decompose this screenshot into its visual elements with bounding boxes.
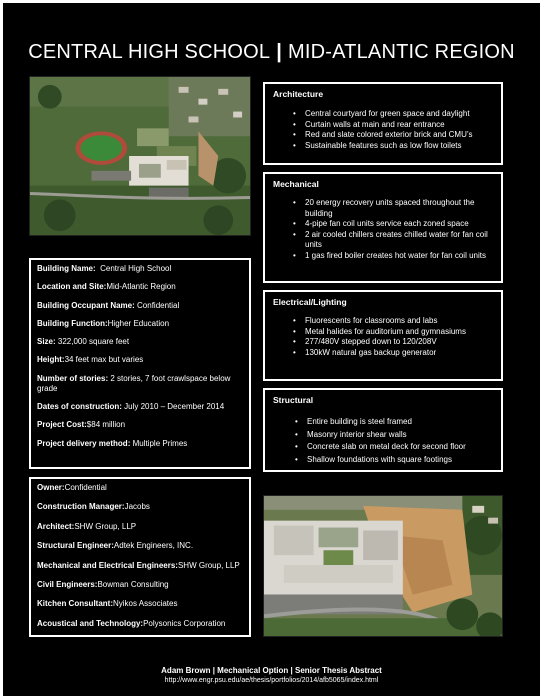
info-row: Location and Site:Mid-Atlantic Region: [37, 282, 176, 292]
list-item: • 277/480V stepped down to 120/208V: [305, 337, 493, 348]
list-item: • Curtain walls at main and rear entrance: [305, 120, 493, 131]
info-row: Height:34 feet max but varies: [37, 355, 144, 365]
building-info-box: [29, 258, 251, 469]
team-row: Construction Manager:Jacobs: [37, 502, 150, 512]
aerial-photo-campus: [29, 76, 251, 236]
team-row: Acoustical and Technology:Polysonics Corporation: [37, 618, 226, 628]
team-row: Owner:Confidential: [37, 483, 107, 492]
team-row: Mechanical and Electrical Engineers:SHW Group, LLP: [37, 560, 240, 570]
list-item: • Sustainable features such as low flow toilets: [305, 141, 493, 152]
footer-author-line: Adam Brown | Mechanical Option | Senior Thesis Abstract: [161, 666, 382, 675]
list-item: • 4-pipe fan coil units service each zoned space: [305, 219, 493, 230]
info-row: Building Occupant Name: Confidential: [37, 300, 180, 310]
list-item: • Fluorescents for classrooms and labs: [305, 316, 493, 327]
list-item: • Shallow foundations with square footings: [307, 454, 493, 467]
list-item: • 130kW natural gas backup generator: [305, 348, 493, 359]
info-row: Project Cost:$84 million: [37, 420, 126, 430]
team-row: Structural Engineer:Adtek Engineers, INC.: [37, 541, 194, 551]
title-school: CENTRAL HIGH SCHOOL: [28, 41, 271, 63]
footer-url[interactable]: http://www.engr.psu.edu/ae/thesis/portfolios/2014/afb5065/index.html: [164, 677, 379, 684]
team-row: Kitchen Consultant:Nyikos Associates: [37, 599, 178, 609]
list-item: • Masonry interior shear walls: [307, 429, 493, 442]
mechanical-box: [263, 172, 503, 283]
list-item: • 20 energy recovery units spaced throughout the building: [305, 198, 493, 219]
mechanical-title: Mechanical: [273, 179, 319, 189]
page-title: [3, 41, 540, 64]
info-row: Number of stories: 2 stories, 7 foot crawlspace below grade: [37, 373, 231, 393]
info-row: Building Name: Central High School: [37, 264, 172, 273]
thesis-abstract-page: [3, 3, 540, 696]
info-row: Size: 322,000 square feet: [37, 337, 130, 347]
structural-title: Structural: [273, 395, 314, 405]
team-row: Architect:SHW Group, LLP: [37, 521, 137, 531]
title-separator: |: [276, 41, 282, 63]
electrical-lighting-box: [263, 290, 503, 381]
list-item: • Metal halides for auditorium and gymnasiums: [305, 327, 493, 338]
architecture-list: [305, 109, 493, 151]
electrical-list: [305, 316, 493, 358]
architecture-title: Architecture: [273, 89, 324, 99]
project-team-box: [29, 477, 251, 637]
structural-box: [263, 388, 503, 472]
architecture-box: [263, 82, 503, 165]
info-row: Dates of construction: July 2010 – December 2014: [37, 402, 225, 412]
team-row: Civil Engineers:Bowman Consulting: [37, 579, 169, 589]
mechanical-list: [305, 198, 493, 261]
structural-list: [307, 416, 493, 466]
list-item: • Entire building is steel framed: [307, 416, 493, 429]
list-item: • Concrete slab on metal deck for second floor: [307, 441, 493, 454]
aerial-photo-construction: [263, 495, 503, 637]
electrical-title: Electrical/Lighting: [273, 297, 347, 307]
list-item: • 1 gas fired boiler creates hot water for fan coil units: [305, 251, 493, 262]
list-item: • 2 air cooled chillers creates chilled water for fan coil units: [305, 230, 493, 251]
list-item: • Red and slate colored exterior brick and CMU’s: [305, 130, 493, 141]
footer: [3, 666, 540, 684]
info-row: Project delivery method: Multiple Primes: [37, 438, 188, 448]
title-region: MID-ATLANTIC REGION: [288, 41, 515, 63]
info-row: Building Function:Higher Education: [37, 318, 170, 328]
list-item: • Central courtyard for green space and daylight: [305, 109, 493, 120]
